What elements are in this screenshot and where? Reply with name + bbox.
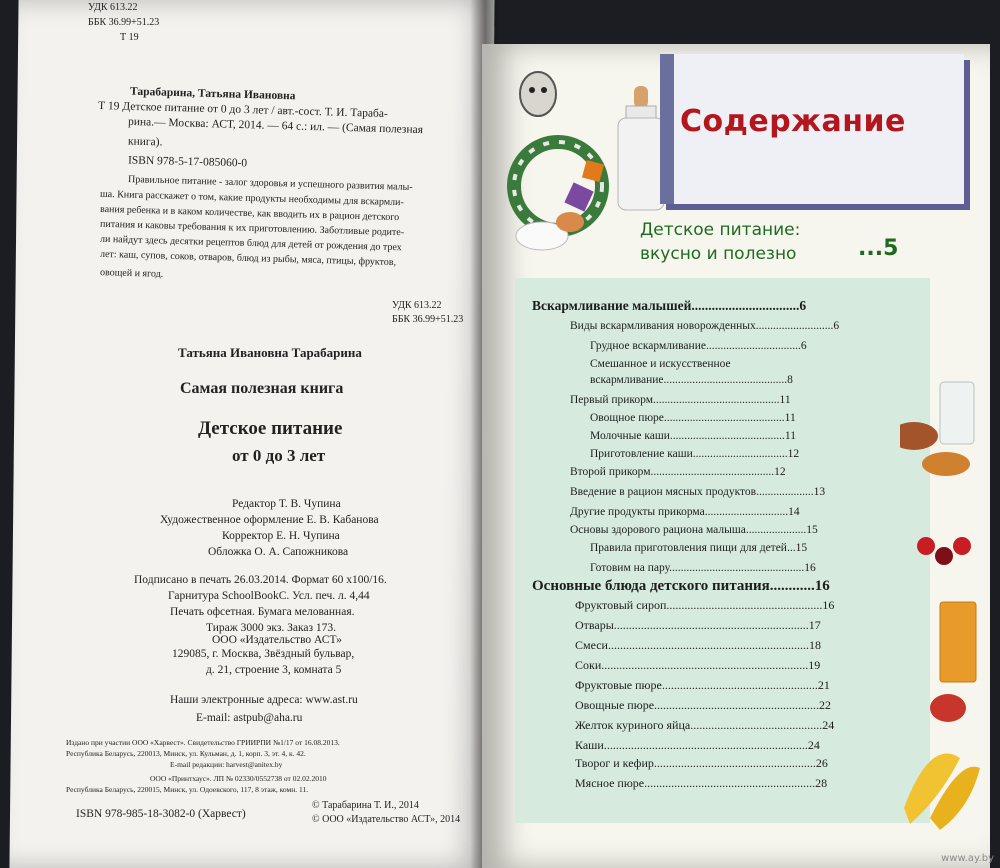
isbn-harvest: ISBN 978-985-18-3082-0 (Харвест) <box>76 808 246 820</box>
publisher-2: 129085, г. Москва, Звёздный бульвар, <box>172 648 355 660</box>
toc-entry: Фруктовый сироп....................................................16 <box>575 598 835 612</box>
t19-top: Т 19 <box>120 32 139 43</box>
toc-entry: Основы здорового рациона малыша.....................15 <box>570 524 818 536</box>
author-full: Татьяна Ивановна Тарабарина <box>178 345 362 360</box>
milk-glass <box>940 382 974 444</box>
toc-entry: Молочные каши........................................11 <box>590 430 796 442</box>
annotation-7: овощей и ягод. <box>99 267 164 280</box>
cherry-icon-2 <box>935 547 953 565</box>
giraffe-eye-2 <box>541 87 547 93</box>
printer-line-1: ООО «Принтхаус». ЛП № 02330/0552738 от 02.02.2010 <box>150 774 327 783</box>
toc-entry: Основные блюда детского питания............16 <box>532 578 830 594</box>
cookie-icon <box>900 422 938 450</box>
toc-entry: Каши....................................................................24 <box>575 738 820 752</box>
corrector-line: Корректор Е. Н. Чупина <box>222 530 340 542</box>
cherry-icon <box>917 537 935 555</box>
copyright-1: © Тарабарина Т. И., 2014 <box>312 800 419 811</box>
toc-entry: Грудное вскармливание.................................6 <box>590 340 807 352</box>
harvest-line-1: Издано при участии ООО «Харвест». Свидетельство ГРИИРПИ №1/17 от 16.08.2013. <box>66 738 340 747</box>
subhead-line-2: вкусно и полезно <box>640 244 797 264</box>
juice-glass <box>940 602 976 682</box>
annotation-1: Правильное питание - залог здоровья и успешного развития малы- <box>127 174 413 193</box>
printer-line-2: Республика Беларусь, 220015, Минск, ул. Одоевского, 117, 8 этаж, комн. 11. <box>66 785 309 794</box>
udk-top: УДК 613.22 <box>88 2 138 13</box>
toc-entry: Другие продукты прикорма.............................14 <box>570 506 800 518</box>
udk-bottom: УДК 613.22 <box>392 300 442 311</box>
cover-line: Обложка О. А. Сапожникова <box>208 546 349 558</box>
biblio-line-1: Т 19 Детское питание от 0 до 3 лет / авт.-сост. Т. И. Тараба- <box>97 99 388 121</box>
annotation-2: ша. Книга расскажет о том, какие продукты необходимы для вскармли- <box>99 188 404 209</box>
toc-entry: Готовим на пару...............................................16 <box>590 562 816 574</box>
editor-line: Редактор Т. В. Чупина <box>232 498 341 510</box>
copyright-2: © ООО «Издательство АСТ», 2014 <box>312 814 461 825</box>
toc-entry: Смеси...................................................................18 <box>575 638 821 652</box>
print-line-3: Печать офсетная. Бумага мелованная. <box>170 606 355 618</box>
series-title: Самая полезная книга <box>180 380 344 397</box>
book-title: Детское питание <box>198 418 343 439</box>
bottle-body <box>618 118 664 210</box>
subhead-page-number: ...5 <box>858 236 899 261</box>
isbn-main: ISBN 978-5-17-085060-0 <box>127 154 248 170</box>
subhead-line-1: Детское питание: <box>640 220 801 240</box>
bottle-cap <box>626 106 656 118</box>
annotation-6: лет: каш, супов, соков, отваров, блюд из рыбы, мяса, птицы, фруктов, <box>99 248 397 269</box>
toc-entry: Виды вскармливания новорожденных...........................6 <box>570 320 840 332</box>
toc-entry: Приготовление каши.................................12 <box>590 448 800 460</box>
toc-entry: Отвары.................................................................17 <box>575 618 821 632</box>
watermark: www.ay.by <box>941 853 994 864</box>
harvest-line-2: Республика Беларусь, 220013, Минск, ул. Кульман, д. 1, корп. 3, эт. 4, к. 42. <box>66 749 306 758</box>
publisher-1: ООО «Издательство АСТ» <box>212 634 342 646</box>
biblio-line-3: книга). <box>127 135 163 149</box>
annotation-3: вания ребенка и в каком количестве, как вводить их в рацион детского <box>99 203 400 224</box>
biblio-line-2: рина.— Москва: АСТ, 2014. — 64 с.: ил. — (Самая полезная <box>127 115 424 137</box>
print-line-2: Гарнитура SchoolBookC. Усл. печ. л. 4,44 <box>168 590 370 602</box>
toc-entry: Овощное пюре..........................................11 <box>590 412 796 424</box>
pacifier-nipple <box>556 212 584 232</box>
toc-entry: Смешанное и искусственное <box>590 358 731 370</box>
bbk-bottom: ББК 36.99+51.23 <box>392 314 464 325</box>
art-line: Художественное оформление Е. В. Кабанова <box>160 514 379 526</box>
publisher-3: д. 21, строение 3, комната 5 <box>206 664 342 676</box>
section-subhead <box>640 218 800 266</box>
toc-entry: Фруктовые пюре....................................................21 <box>575 678 830 692</box>
toc-entry: вскармливание...........................................8 <box>590 374 793 386</box>
toc-entry: Творог и кефир......................................................26 <box>575 756 828 770</box>
harvest-line-3: E-mail редакции: harvest@anitex.by <box>170 760 283 769</box>
web-address: Наши электронные адреса: www.ast.ru <box>170 694 358 706</box>
author-line: Тарабарина, Татьяна Ивановна <box>129 85 296 103</box>
cherry-icon-3 <box>953 537 971 555</box>
book-subtitle: от 0 до 3 лет <box>232 446 326 465</box>
annotation-4: питания и каковы требования к их приготовлению. Заботливые родите- <box>99 218 405 239</box>
croissant-icon <box>922 452 970 476</box>
toc-entry: Мясное пюре.........................................................28 <box>575 776 828 790</box>
annotation-5: ли найдут здесь десятки рецептов блюд для детей от рождения до трех <box>99 233 402 254</box>
toc-entry: Желток куриного яйца............................................24 <box>575 718 835 732</box>
toc-entry: Соки.....................................................................19 <box>575 658 821 672</box>
toc-entry: Введение в рацион мясных продуктов....................13 <box>570 486 826 498</box>
food-illustrations <box>900 378 990 838</box>
email-address: E-mail: astpub@aha.ru <box>196 712 303 724</box>
contents-title: Содержание <box>680 104 906 139</box>
toc-entry: Вскармливание малышей................................6 <box>532 298 807 313</box>
print-line-4: Тираж 3000 экз. Заказ 173. <box>206 622 337 634</box>
toc-entry: Правила приготовления пищи для детей...15 <box>590 542 808 554</box>
toc-entry: Второй прикорм...........................................12 <box>570 466 786 478</box>
bottle-nipple <box>634 86 648 108</box>
apple-icon <box>930 694 966 722</box>
print-line-1: Подписано в печать 26.03.2014. Формат 60 x100/16. <box>134 574 387 586</box>
toc-entry: Овощные пюре.......................................................22 <box>575 698 832 712</box>
giraffe-eye <box>529 87 535 93</box>
bbk-top: ББК 36.99+51.23 <box>88 17 160 28</box>
toc-entry: Первый прикорм............................................11 <box>570 394 791 406</box>
giraffe-head <box>520 72 556 116</box>
